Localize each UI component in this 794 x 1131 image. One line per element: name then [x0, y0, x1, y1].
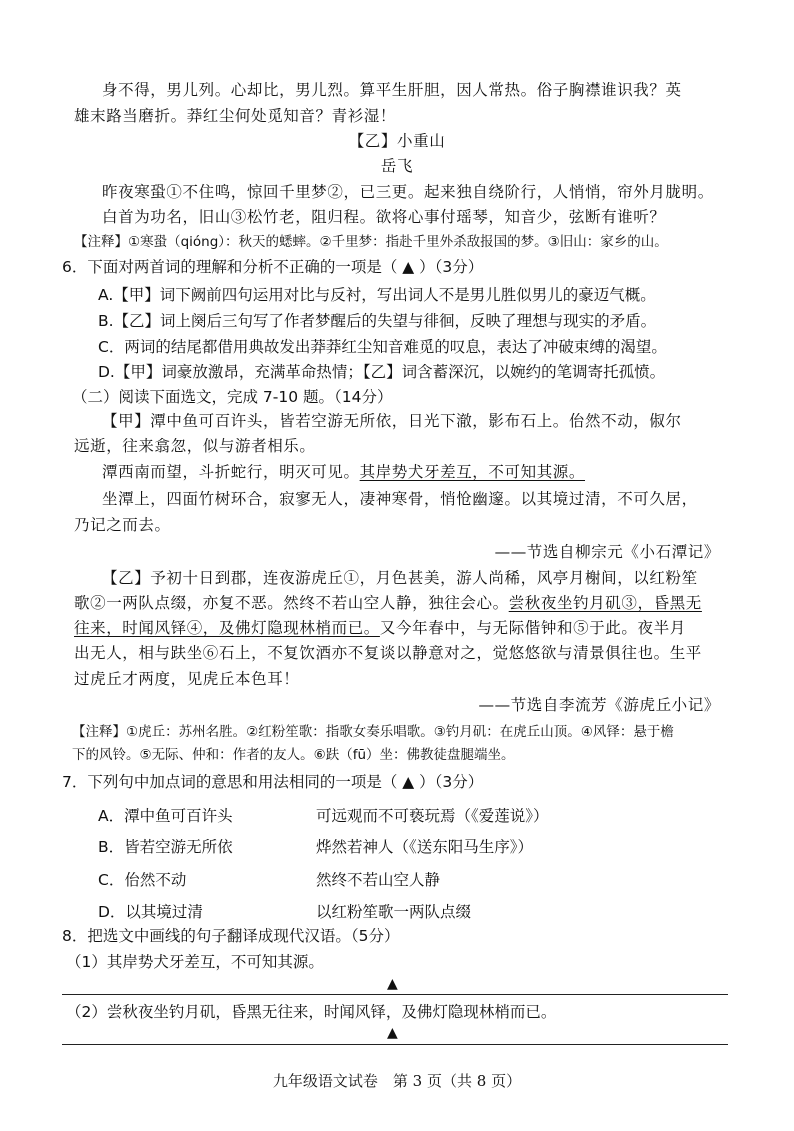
answer-mark: ▲ — [387, 1025, 398, 1041]
section-2-heading: （二）阅读下面选文，完成 7-10 题。（14分） — [72, 388, 393, 406]
poem-yi-line: 白首为功名，旧山③松竹老，阻归程。欲将心事付瑶琴，知音少，弦断有谁听？ — [102, 208, 666, 226]
answer-line — [62, 994, 728, 995]
yi-source: ——节选自李流芳《游虎丘小记》 — [478, 696, 720, 714]
question-7-option-left: C．佁然不动 — [98, 871, 187, 889]
question-7-option-left: D．以其境过清 — [98, 903, 203, 921]
yi-text-line: 过虎丘才两度，见虎丘本色耳！ — [74, 670, 300, 688]
jia-underlined-sentence: 其岸势犬牙差互，不可知其源。 — [359, 463, 586, 481]
yi-note: 下的风铃。⑤无际、仲和：作者的友人。⑥趺（fū）坐：佛教徒盘腿端坐。 — [72, 747, 515, 763]
answer-mark: ▲ — [387, 976, 398, 992]
jia-text-line: 坐潭上，四面竹树环合，寂寥无人，凄神寒骨，悄怆幽邃。以其境过清，不可久居， — [102, 490, 698, 508]
yi-text-line: 【乙】予初十日到郡，连夜游虎丘①，月色甚美，游人尚稀，风亭月榭间，以红粉笙 — [102, 569, 698, 587]
answer-line — [62, 1044, 728, 1045]
yi-plain-text: 歌②一两队点缀，亦复不恶。然终不若山空人静，独往会心。 — [74, 594, 509, 612]
page-footer: 九年级语文试卷 第 3 页（共 8 页） — [272, 1072, 522, 1090]
question-6-option-b: B.【乙】词上阕后三句写了作者梦醒后的失望与徘徊，反映了理想与现实的矛盾。 — [98, 312, 657, 330]
question-8-stem: 8．把选文中画线的句子翻译成现代汉语。（5分） — [62, 927, 400, 945]
question-6-option-d: D.【甲】词豪放激昂，充满革命热情；【乙】词含蓄深沉，以婉约的笔调寄托孤愤。 — [98, 363, 666, 381]
question-7-option-right: 以红粉笙歌一两队点缀 — [316, 903, 472, 921]
yi-underlined-sentence: 尝秋夜坐钓月矶③，昏黑无 — [508, 594, 702, 612]
question-6-stem: 6．下面对两首词的理解和分析不正确的一项是（ ▲ ）（3分） — [62, 258, 484, 276]
poem-jia-line: 雄末路当磨折。莽红尘何处觅知音？青衫湿！ — [74, 107, 397, 125]
yi-plain-text: 又今年春中，与无际偕钟和⑤于此。夜半月 — [379, 619, 686, 637]
yi-note: 【注释】①虎丘：苏州名胜。②红粉笙歌：指歌女奏乐唱歌。③钓月矶：在虎丘山顶。④风铎：悬于檐 — [72, 724, 674, 740]
question-7-option-left: A．潭中鱼可百许头 — [98, 807, 233, 825]
yi-text-line: 出无人，相与趺坐⑥石上，不复饮酒亦不复谈以静意对之，觉悠悠欲与清景俱往也。生平 — [74, 644, 702, 662]
question-8-sub-2: （2）尝秋夜坐钓月矶，昏黑无往来，时闻风铎，及佛灯隐现林梢而已。 — [66, 1003, 557, 1021]
jia-source: ——节选自柳宗元《小石潭记》 — [494, 543, 720, 561]
poem-yi-author: 岳飞 — [380, 157, 414, 175]
question-6-option-a: A.【甲】词下阙前四句运用对比与反衬，写出词人不是男儿胜似男儿的豪迈气概。 — [98, 286, 656, 304]
question-7-option-right: 然终不若山空人静 — [316, 871, 441, 889]
yi-text-line — [74, 618, 686, 638]
question-7-stem: 7．下列句中加点词的意思和用法相同的一项是（ ▲ ）（3分） — [62, 773, 484, 791]
jia-text-line: 乃记之而去。 — [74, 516, 171, 534]
question-8-sub-1: （1）其岸势犬牙差互，不可知其源。 — [66, 953, 324, 971]
poem-yi-note: 【注释】①寒蛩（qióng）：秋天的蟋蟀。②千里梦：指赴千里外杀敌报国的梦。③旧山：家乡的山。 — [74, 234, 668, 250]
poem-yi-heading: 【乙】小重山 — [348, 132, 446, 150]
poem-jia-line: 身不得，男儿列。心却比，男儿烈。算平生肝胆，因人常热。俗子胸襟谁识我？英 — [102, 81, 682, 99]
poem-yi-line: 昨夜寒蛩①不住鸣，惊回千里梦②，已三更。起来独自绕阶行，人悄悄，帘外月胧明。 — [102, 183, 714, 201]
question-7-option-left: B．皆若空游无所依 — [98, 838, 233, 856]
yi-underlined-sentence: 往来，时闻风铎④，及佛灯隐现林梢而已。 — [74, 619, 380, 637]
jia-text-line — [102, 462, 585, 482]
jia-text-line: 【甲】潭中鱼可百许头，皆若空游无所依，日光下澈，影布石上。佁然不动，俶尔 — [102, 412, 682, 430]
jia-plain-text: 潭西南而望，斗折蛇行，明灭可见。 — [102, 463, 360, 481]
question-7-option-right: 烨然若神人（《送东阳马生序》） — [316, 838, 534, 856]
yi-text-line — [74, 593, 702, 613]
jia-text-line: 远逝，往来翕忽，似与游者相乐。 — [74, 437, 316, 455]
question-7-option-right: 可远观而不可亵玩焉（《爱莲说》） — [316, 807, 549, 825]
question-6-option-c: C．两词的结尾都借用典故发出莽莽红尘知音难觅的叹息，表达了冲破束缚的渴望。 — [98, 338, 667, 356]
